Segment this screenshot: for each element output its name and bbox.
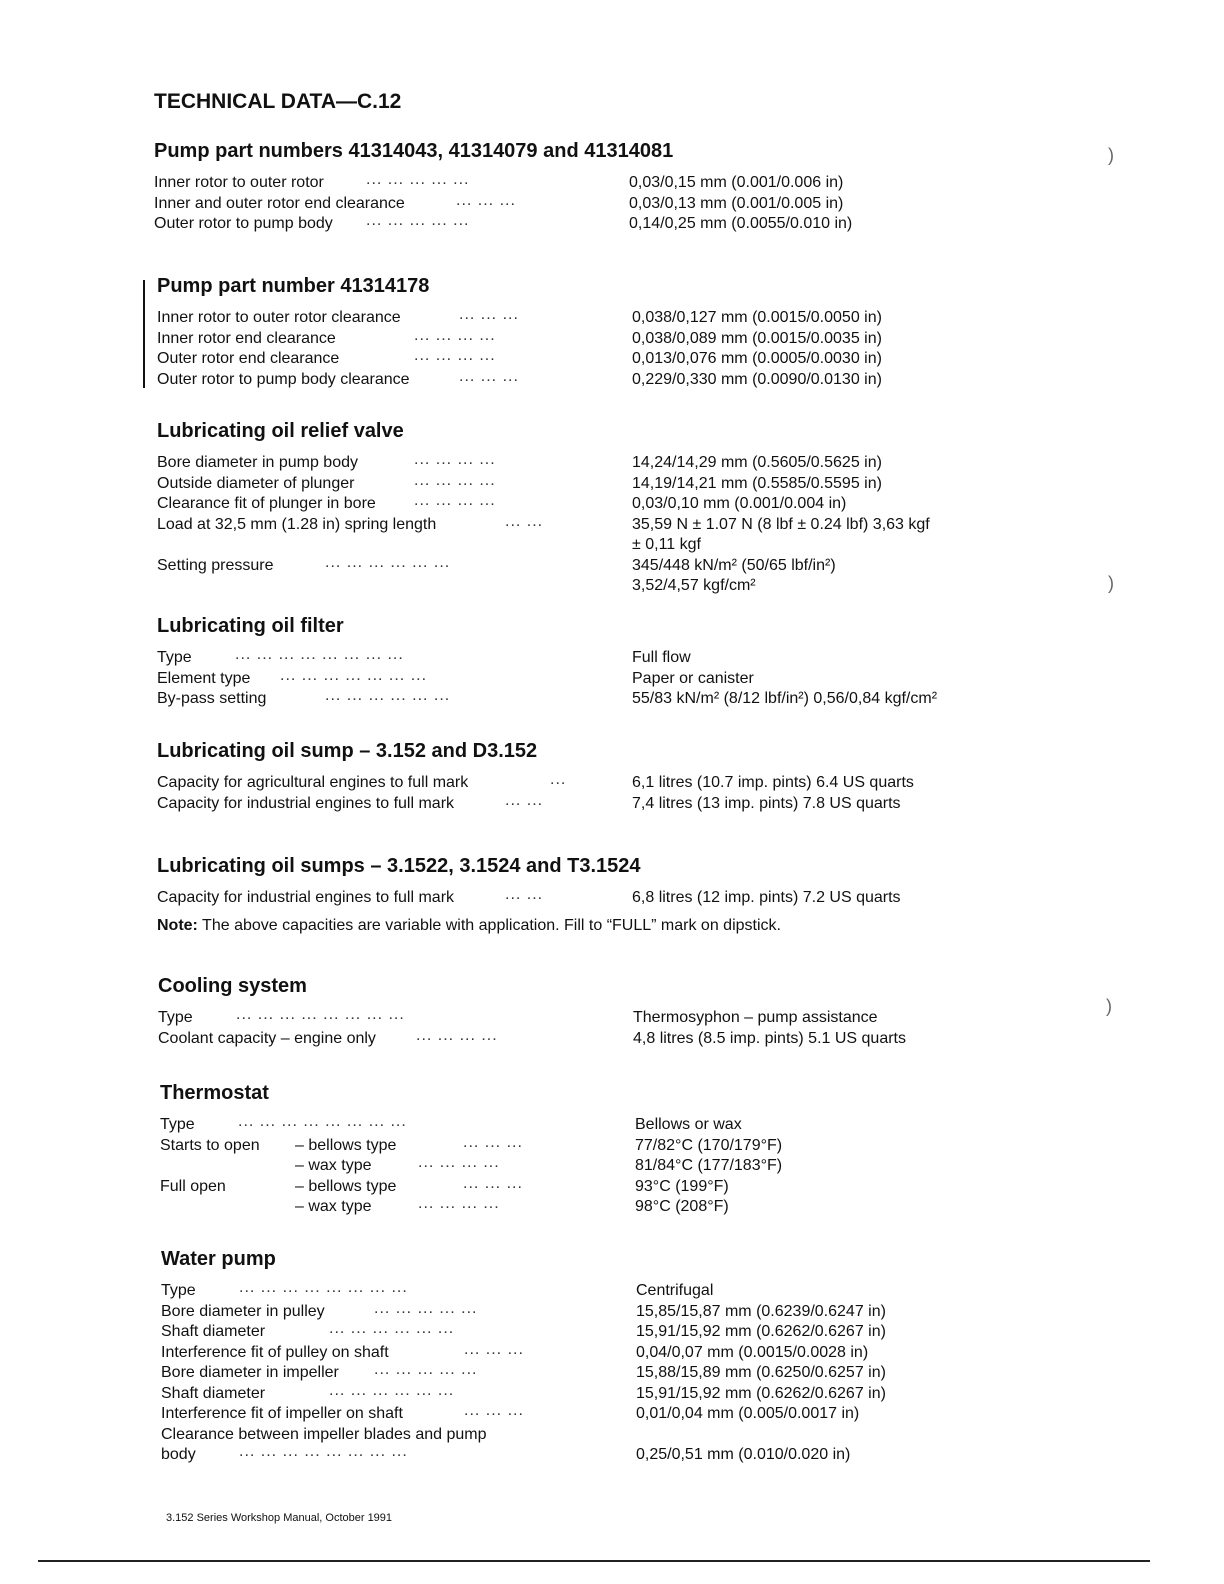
spec-label: Outer rotor to pump body bbox=[154, 215, 333, 232]
note-label: Note: bbox=[157, 916, 198, 934]
spec-label: Outer rotor to pump body clearance bbox=[157, 370, 410, 388]
section-heading: Pump part numbers 41314043, 41314079 and 41314081 bbox=[154, 140, 674, 162]
spec-row bbox=[157, 326, 1057, 350]
spec-label: body bbox=[161, 1446, 196, 1463]
spec-label: Capacity for agricultural engines to full mark bbox=[157, 774, 469, 791]
leader-dots: ... ... ... bbox=[464, 1402, 524, 1419]
spec-row bbox=[161, 1445, 1061, 1466]
spec-label: By-pass setting bbox=[157, 690, 267, 707]
spec-label: Capacity for industrial engines to full mark bbox=[157, 889, 455, 906]
spec-label: Element type bbox=[157, 669, 251, 687]
spec-row bbox=[157, 471, 1057, 495]
spec-value: 0,013/0,076 mm (0.0005/0.0030 in) bbox=[632, 350, 882, 367]
spec-label: Load at 32,5 mm (1.28 in) spring length bbox=[157, 515, 437, 533]
leader-dots: ... ... ... ... ... ... ... bbox=[280, 666, 428, 684]
spec-label: Coolant capacity – engine only bbox=[158, 1029, 376, 1047]
spec-value: 0,25/0,51 mm (0.010/0.020 in) bbox=[636, 1446, 851, 1463]
section-pump-part-numbers bbox=[154, 140, 1054, 235]
section-heading: Cooling system bbox=[158, 975, 307, 997]
spec-row bbox=[158, 1008, 1058, 1029]
spec-label: Type bbox=[158, 1009, 193, 1026]
note bbox=[157, 917, 1057, 935]
spec-label: Type bbox=[157, 649, 192, 666]
leader-dots: ... ... ... ... bbox=[414, 492, 496, 509]
spec-value: 55/83 kN/m² (8/12 lbf/in²) 0,56/0,84 kgf/cm² bbox=[632, 690, 938, 707]
leader-dots: ... ... ... bbox=[464, 1340, 524, 1358]
spec-row bbox=[157, 689, 1057, 710]
spec-label: Clearance fit of plunger in bore bbox=[157, 495, 376, 512]
spec-row bbox=[157, 553, 1057, 597]
leader-dots: ... ... ... bbox=[456, 191, 516, 209]
spec-label: Type bbox=[161, 1282, 196, 1299]
leader-dots: ... ... ... ... bbox=[418, 1195, 500, 1212]
spec-value: 98°C (208°F) bbox=[635, 1198, 729, 1215]
spec-row bbox=[161, 1340, 1061, 1364]
leader-dots: ... ... ... ... ... bbox=[374, 1361, 478, 1378]
leader-dots: ... ... bbox=[505, 512, 544, 530]
leader-dots: ... ... bbox=[505, 886, 544, 903]
spec-label: Bore diameter in pulley bbox=[161, 1302, 325, 1320]
spec-label: Interference fit of pulley on shaft bbox=[161, 1343, 389, 1361]
spec-row bbox=[154, 191, 1054, 215]
spec-row bbox=[161, 1322, 1061, 1343]
section-pump-part-number bbox=[157, 275, 1057, 390]
spec-label: Starts to open bbox=[160, 1136, 260, 1154]
spec-value: 0,229/0,330 mm (0.0090/0.0130 in) bbox=[632, 370, 882, 388]
spec-row bbox=[160, 1115, 1060, 1136]
spec-value: 345/448 kN/m² (50/65 lbf/in²) bbox=[632, 556, 836, 574]
spec-label: Inner rotor end clearance bbox=[157, 329, 336, 347]
spec-value: 0,03/0,10 mm (0.001/0.004 in) bbox=[632, 495, 847, 512]
spec-value: 0,038/0,089 mm (0.0015/0.0035 in) bbox=[632, 329, 882, 347]
spec-value: 6,1 litres (10.7 imp. pints) 6.4 US quarts bbox=[632, 774, 914, 791]
spec-row bbox=[161, 1281, 1061, 1302]
revision-change-bar bbox=[143, 280, 145, 388]
spec-row bbox=[161, 1404, 1061, 1425]
spec-value: 0,14/0,25 mm (0.0055/0.010 in) bbox=[629, 215, 853, 232]
leader-dots: ... ... ... ... bbox=[414, 451, 496, 468]
spec-label: Inner rotor to outer rotor bbox=[154, 174, 324, 191]
spec-value: 0,03/0,15 mm (0.001/0.006 in) bbox=[629, 174, 844, 191]
spec-row bbox=[157, 494, 1057, 515]
spec-label: Clearance between impeller blades and pump bbox=[161, 1425, 487, 1443]
section-heading: Pump part number 41314178 bbox=[157, 275, 430, 297]
spec-label: Full open bbox=[160, 1177, 226, 1195]
spec-value-continued: ± 0,11 kgf bbox=[632, 536, 701, 553]
spec-label: Outside diameter of plunger bbox=[157, 474, 355, 492]
spec-label: Bore diameter in pump body bbox=[157, 454, 358, 471]
spec-value: 7,4 litres (13 imp. pints) 7.8 US quarts bbox=[632, 794, 901, 812]
spec-row bbox=[157, 773, 1057, 794]
section-oil-sump bbox=[157, 740, 1057, 814]
spec-row bbox=[157, 349, 1057, 370]
leader-dots: ... ... ... ... bbox=[414, 471, 496, 489]
leader-dots: ... ... ... ... bbox=[414, 347, 496, 364]
section-oil-sumps bbox=[157, 855, 1057, 935]
spec-row bbox=[161, 1363, 1061, 1384]
section-heading: Water pump bbox=[161, 1248, 276, 1270]
spec-row bbox=[154, 173, 1054, 194]
leader-dots: ... ... bbox=[505, 791, 544, 809]
spec-value: 15,91/15,92 mm (0.6262/0.6267 in) bbox=[636, 1384, 886, 1402]
spec-row bbox=[157, 367, 1057, 391]
section-water-pump bbox=[161, 1248, 1061, 1466]
spec-label: Shaft diameter bbox=[161, 1323, 266, 1340]
spec-value: 35,59 N ± 1.07 N (8 lbf ± 0.24 lbf) 3,63 kgf bbox=[632, 515, 930, 533]
spec-row bbox=[160, 1133, 1060, 1157]
section-relief-valve bbox=[157, 420, 1057, 597]
leader-dots: ... ... ... bbox=[459, 306, 519, 323]
spec-row bbox=[157, 308, 1057, 329]
section-heading: Lubricating oil filter bbox=[157, 615, 344, 637]
leader-dots: ... bbox=[550, 771, 567, 788]
leader-dots: ... ... ... bbox=[459, 367, 519, 385]
section-heading: Lubricating oil sumps – 3.1522, 3.1524 and T3.1524 bbox=[157, 855, 641, 877]
section-cooling-system bbox=[158, 975, 1058, 1049]
leader-dots: ... ... ... ... ... bbox=[366, 171, 470, 188]
leader-dots: ... ... ... ... ... ... ... ... bbox=[239, 1279, 408, 1296]
spec-sublabel: – wax type bbox=[295, 1157, 372, 1174]
spec-row bbox=[157, 512, 1057, 556]
spec-label: Outer rotor end clearance bbox=[157, 350, 340, 367]
page-bottom-rule bbox=[38, 1560, 1150, 1562]
spec-row bbox=[160, 1156, 1060, 1177]
spec-row bbox=[154, 214, 1054, 235]
scan-binding-mark: ) bbox=[1108, 573, 1114, 593]
spec-value: 4,8 litres (8.5 imp. pints) 5.1 US quarts bbox=[633, 1029, 906, 1047]
spec-label: Inner and outer rotor end clearance bbox=[154, 194, 405, 212]
spec-sublabel: – bellows type bbox=[295, 1177, 397, 1195]
spec-value: Thermosyphon – pump assistance bbox=[633, 1009, 878, 1026]
leader-dots: ... ... ... bbox=[463, 1133, 523, 1151]
page-title: TECHNICAL DATA—C.12 bbox=[154, 90, 402, 113]
spec-value: 15,91/15,92 mm (0.6262/0.6267 in) bbox=[636, 1323, 886, 1340]
note-text: The above capacities are variable with application. Fill to “FULL” mark on dipstick. bbox=[202, 916, 781, 934]
spec-value: Bellows or wax bbox=[635, 1116, 742, 1133]
spec-sublabel: – wax type bbox=[295, 1198, 372, 1215]
leader-dots: ... ... ... bbox=[463, 1174, 523, 1192]
spec-row bbox=[161, 1299, 1061, 1323]
spec-label: Interference fit of impeller on shaft bbox=[161, 1405, 403, 1422]
spec-value: Centrifugal bbox=[636, 1282, 714, 1299]
leader-dots: ... ... ... ... ... ... bbox=[325, 687, 451, 704]
spec-row bbox=[158, 1026, 1058, 1050]
leader-dots: ... ... ... ... ... ... ... ... bbox=[238, 1113, 407, 1130]
spec-value: 15,85/15,87 mm (0.6239/0.6247 in) bbox=[636, 1302, 886, 1320]
leader-dots: ... ... ... ... ... ... bbox=[329, 1320, 455, 1337]
spec-label: Bore diameter in impeller bbox=[161, 1364, 339, 1381]
leader-dots: ... ... ... ... ... ... ... ... bbox=[235, 646, 404, 663]
scan-binding-mark: ) bbox=[1108, 145, 1114, 165]
spec-value: 15,88/15,89 mm (0.6250/0.6257 in) bbox=[636, 1364, 886, 1381]
spec-value: Paper or canister bbox=[632, 669, 754, 687]
spec-value: 77/82°C (170/179°F) bbox=[635, 1136, 783, 1154]
section-thermostat bbox=[160, 1082, 1060, 1218]
spec-value: 0,01/0,04 mm (0.005/0.0017 in) bbox=[636, 1405, 860, 1422]
spec-value: 0,04/0,07 mm (0.0015/0.0028 in) bbox=[636, 1343, 869, 1361]
spec-row bbox=[157, 666, 1057, 690]
page-footer: 3.152 Series Workshop Manual, October 1991 bbox=[166, 1512, 393, 1524]
spec-row bbox=[160, 1197, 1060, 1218]
leader-dots: ... ... ... ... bbox=[416, 1026, 498, 1044]
spec-row bbox=[157, 453, 1057, 474]
section-oil-filter bbox=[157, 615, 1057, 710]
leader-dots: ... ... ... ... ... ... ... ... bbox=[236, 1006, 405, 1023]
spec-value: 14,19/14,21 mm (0.5585/0.5595 in) bbox=[632, 474, 882, 492]
leader-dots: ... ... ... ... bbox=[418, 1154, 500, 1171]
spec-value: 0,03/0,13 mm (0.001/0.005 in) bbox=[629, 194, 844, 212]
spec-label: Inner rotor to outer rotor clearance bbox=[157, 309, 401, 326]
section-heading: Lubricating oil relief valve bbox=[157, 420, 404, 442]
spec-label: Setting pressure bbox=[157, 556, 274, 574]
spec-value: Full flow bbox=[632, 649, 691, 666]
spec-label: Shaft diameter bbox=[161, 1384, 266, 1402]
spec-value: 81/84°C (177/183°F) bbox=[635, 1157, 783, 1174]
spec-label: Type bbox=[160, 1116, 195, 1133]
leader-dots: ... ... ... ... ... ... ... ... bbox=[239, 1443, 408, 1460]
leader-dots: ... ... ... ... ... bbox=[374, 1299, 478, 1317]
spec-row bbox=[161, 1381, 1061, 1405]
leader-dots: ... ... ... ... bbox=[414, 326, 496, 344]
spec-value: 6,8 litres (12 imp. pints) 7.2 US quarts bbox=[632, 889, 901, 906]
spec-row bbox=[160, 1174, 1060, 1198]
spec-value: 93°C (199°F) bbox=[635, 1177, 729, 1195]
section-heading: Thermostat bbox=[160, 1082, 269, 1104]
leader-dots: ... ... ... ... ... ... bbox=[325, 553, 451, 571]
spec-row bbox=[157, 888, 1057, 909]
scan-binding-mark: ) bbox=[1106, 996, 1112, 1016]
spec-value-continued: 3,52/4,57 kgf/cm² bbox=[632, 577, 756, 594]
spec-value: 0,038/0,127 mm (0.0015/0.0050 in) bbox=[632, 309, 882, 326]
section-heading: Lubricating oil sump – 3.152 and D3.152 bbox=[157, 740, 538, 762]
spec-label: Capacity for industrial engines to full mark bbox=[157, 794, 455, 812]
leader-dots: ... ... ... ... ... ... bbox=[329, 1381, 455, 1399]
spec-sublabel: – bellows type bbox=[295, 1136, 397, 1154]
spec-row bbox=[157, 791, 1057, 815]
spec-value: 14,24/14,29 mm (0.5605/0.5625 in) bbox=[632, 454, 882, 471]
leader-dots: ... ... ... ... ... bbox=[366, 212, 470, 229]
